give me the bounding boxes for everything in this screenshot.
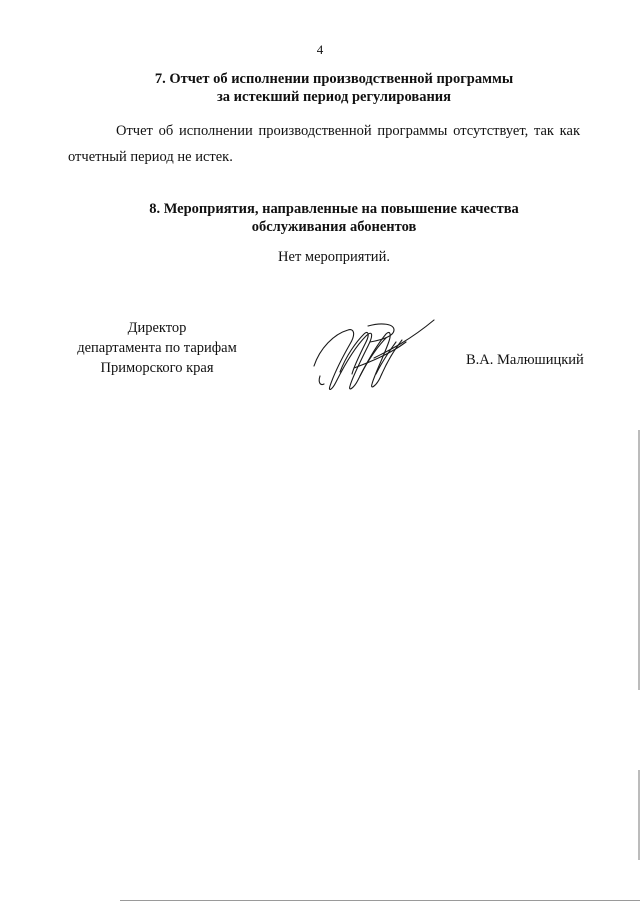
page-number: 4: [316, 42, 324, 57]
section-8-text: Нет мероприятий.: [278, 249, 390, 265]
section-8-heading-line-1: 8. Мероприятия, направленные на повышение качества: [149, 201, 519, 217]
signatory-name: В.А. Малюшицкий: [466, 352, 584, 368]
section-7-heading: [0, 70, 640, 106]
section-8-heading: [0, 200, 640, 236]
scan-bottom-line: [120, 900, 640, 901]
handwritten-signature-icon: [310, 312, 440, 396]
signatory-position-line-2: департамента по тарифам: [77, 340, 237, 356]
signatory-position: [62, 318, 252, 378]
section-7-heading-line-1: 7. Отчет об исполнении производственной программы: [154, 71, 514, 87]
section-7-paragraph: [68, 118, 580, 170]
signatory-position-line-3: Приморского края: [100, 360, 214, 376]
signatory-position-line-1: Директор: [127, 320, 187, 336]
section-7-text-line-2: отчетный период не истек.: [68, 149, 233, 165]
section-7-text-line-1: Отчет об исполнении производственной программы отсутствует, так как: [116, 123, 580, 139]
section-8-heading-line-2: обслуживания абонентов: [251, 219, 417, 235]
section-7-heading-line-2: за истекший период регулирования: [216, 89, 452, 105]
